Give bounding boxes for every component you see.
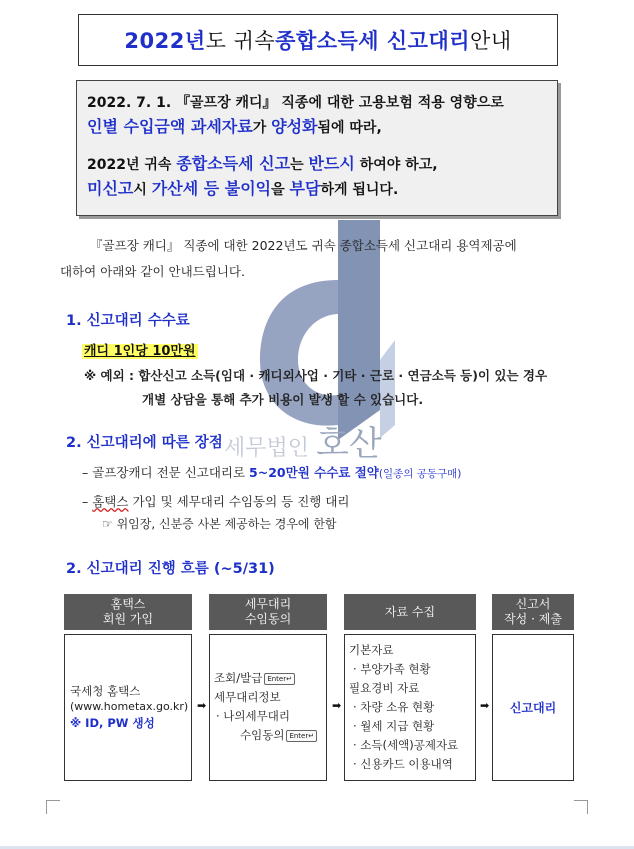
enter-key-icon: Enter↵	[264, 673, 295, 685]
notice-line-3: 2022년 귀속 종합소득세 신고는 반드시 하여야 하고,	[87, 154, 438, 173]
flow-step-2-header: 세무대리 수임동의	[209, 594, 327, 630]
title-year: 2022년	[124, 29, 206, 53]
notice-line-2: 인별 수입금액 과세자료가 양성화됨에 따라,	[87, 117, 382, 136]
document-title	[78, 14, 558, 66]
notice-box	[76, 80, 558, 216]
flow-step-3-box: 기본자료 · 부양가족 현황 필요경비 자료 · 차량 소유 현황 · 월세 지급 현황 · 소득(세액)공제자료 · 신용카드 이용내역	[344, 634, 476, 781]
notice-line-1: 2022. 7. 1. 『골프장 캐디』 직종에 대한 고용보험 적용 영향으로	[87, 95, 504, 111]
title-highlight: 종합소득세 신고대리	[275, 29, 471, 53]
title-text: 도 귀속	[205, 29, 276, 53]
section-3-heading: 2. 신고대리 진행 흐름 (~5/31)	[66, 561, 275, 577]
flow-step-4-box: 신고대리	[492, 634, 574, 781]
notice-line-4: 미신고시 가산세 등 불이익을 부담하게 됩니다.	[87, 179, 399, 198]
section-1-heading: 1. 신고대리 수수료	[66, 313, 190, 329]
benefit-item-savings: – 골프장캐디 전문 신고대리로 5~20만원 수수료 절약(일종의 공동구매)	[82, 465, 462, 480]
intro-paragraph	[60, 233, 570, 285]
fee-amount: 캐디 1인당 10만원	[84, 344, 196, 359]
flow-step-1-box: 국세청 홈택스 (www.hometax.go.kr) ※ ID, PW 생성	[64, 634, 192, 781]
benefit-condition-note: ☞ 위임장, 신분증 사본 제공하는 경우에 한함	[102, 517, 337, 531]
flow-step-4-header: 신고서 작성 · 제출	[492, 594, 574, 630]
fee-exception-note: ※ 예외 : 합산신고 소득(임대 · 캐디외사업 · 기타 · 근로 · 연금소득 등)이 있는 경우 개별 상담을 통해 추가 비용이 발생 할 수 있습니다.	[84, 368, 548, 407]
flow-step-2-box: 조회/발급 Enter↵ 세무대리정보 · 나의세무대리 수임동의 Enter↵	[209, 634, 327, 781]
flow-arrow-icon: ➡	[332, 699, 342, 712]
flow-step-3-header: 자료 수집	[344, 594, 476, 630]
flow-step-1-header: 홈택스 회원 가입	[64, 594, 192, 630]
flow-arrow-icon: ➡	[197, 699, 207, 712]
benefit-item-agency: – 홈택스 가입 및 세무대리 수임동의 등 진행 대리	[82, 494, 350, 509]
intro-line-1: 『골프장 캐디』 직종에 대한 2022년도 귀속 종합소득세 신고대리 용역제공에	[90, 238, 517, 253]
flow-arrow-icon: ➡	[480, 699, 490, 712]
watermark-text: 세무법인 호산	[224, 424, 382, 464]
title-suffix: 안내	[470, 29, 512, 53]
page-corner-mark	[46, 800, 60, 814]
intro-line-2: 대하여 아래와 같이 안내드립니다.	[60, 264, 245, 279]
enter-key-icon: Enter↵	[286, 730, 317, 742]
section-2-heading: 2. 신고대리에 따른 장점	[66, 435, 223, 451]
page-corner-mark	[574, 800, 588, 814]
